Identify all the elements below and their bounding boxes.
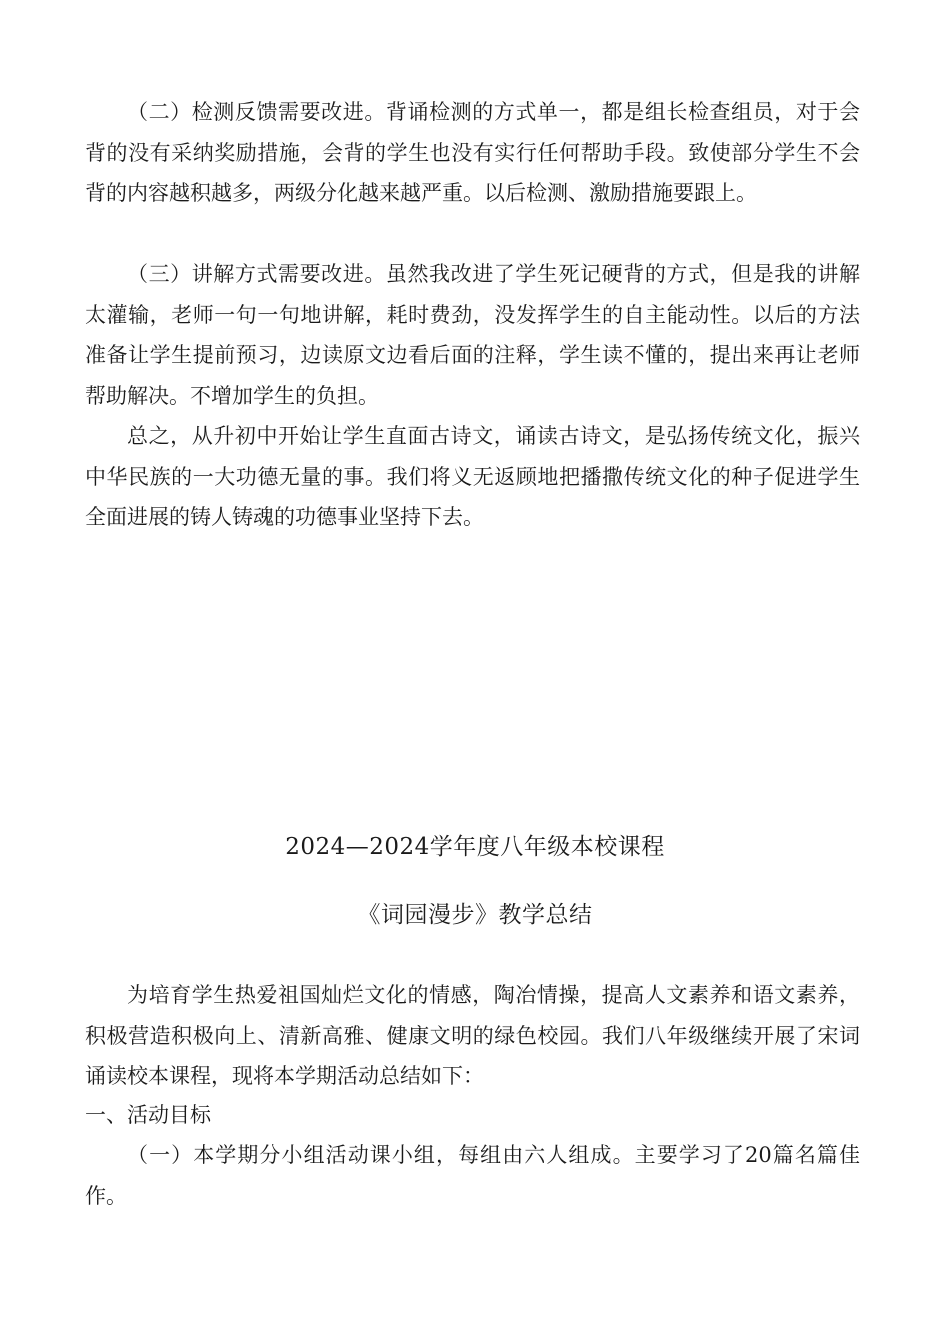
paragraph-teaching-method-improvement: （三）讲解方式需要改进。虽然我改进了学生死记硬背的方式，但是我的讲解太灌输，老师一句一句地讲解，耗时费劲，没发挥学生的自主能动性。以后的方法准备让学生提前预习，边读原文边看后面的注释，学生读不懂的，提出来再让老师帮助解决。不增加学生的负担。 — [85, 262, 860, 408]
section-heading-goals: 一、活动目标 — [85, 1103, 211, 1127]
paragraph-intro: 为培育学生热爱祖国灿烂文化的情感，陶冶情操，提高人文素养和语文素养，积极营造积极向上、清新高雅、健康文明的绿色校园。我们八年级继续开展了宋词诵读校本课程，现将本学期活动总结如下： — [85, 983, 860, 1088]
paragraph-conclusion: 总之，从升初中开始让学生直面古诗文，诵读古诗文，是弘扬传统文化，振兴中华民族的一大功德无量的事。我们将义无返顾地把播撒传统文化的种子促进学生全面进展的铸人铸魂的功德事业坚持下去。 — [85, 424, 860, 529]
document-title-line1: 2024—2024学年度八年级本校课程 — [285, 834, 665, 860]
document-title-line2: 《词园漫步》教学总结 — [357, 902, 593, 928]
paragraph-feedback-improvement: （二）检测反馈需要改进。背诵检测的方式单一，都是组长检查组员，对于会背的没有采纳奖励措施，会背的学生也没有实行任何帮助手段。致使部分学生不会背的内容越积越多，两级分化越来越严重。以后检测、激励措施要跟上。 — [85, 100, 860, 205]
paragraph-goal-1: （一）本学期分小组活动课小组，每组由六人组成。主要学习了20篇名篇佳作。 — [85, 1143, 860, 1208]
